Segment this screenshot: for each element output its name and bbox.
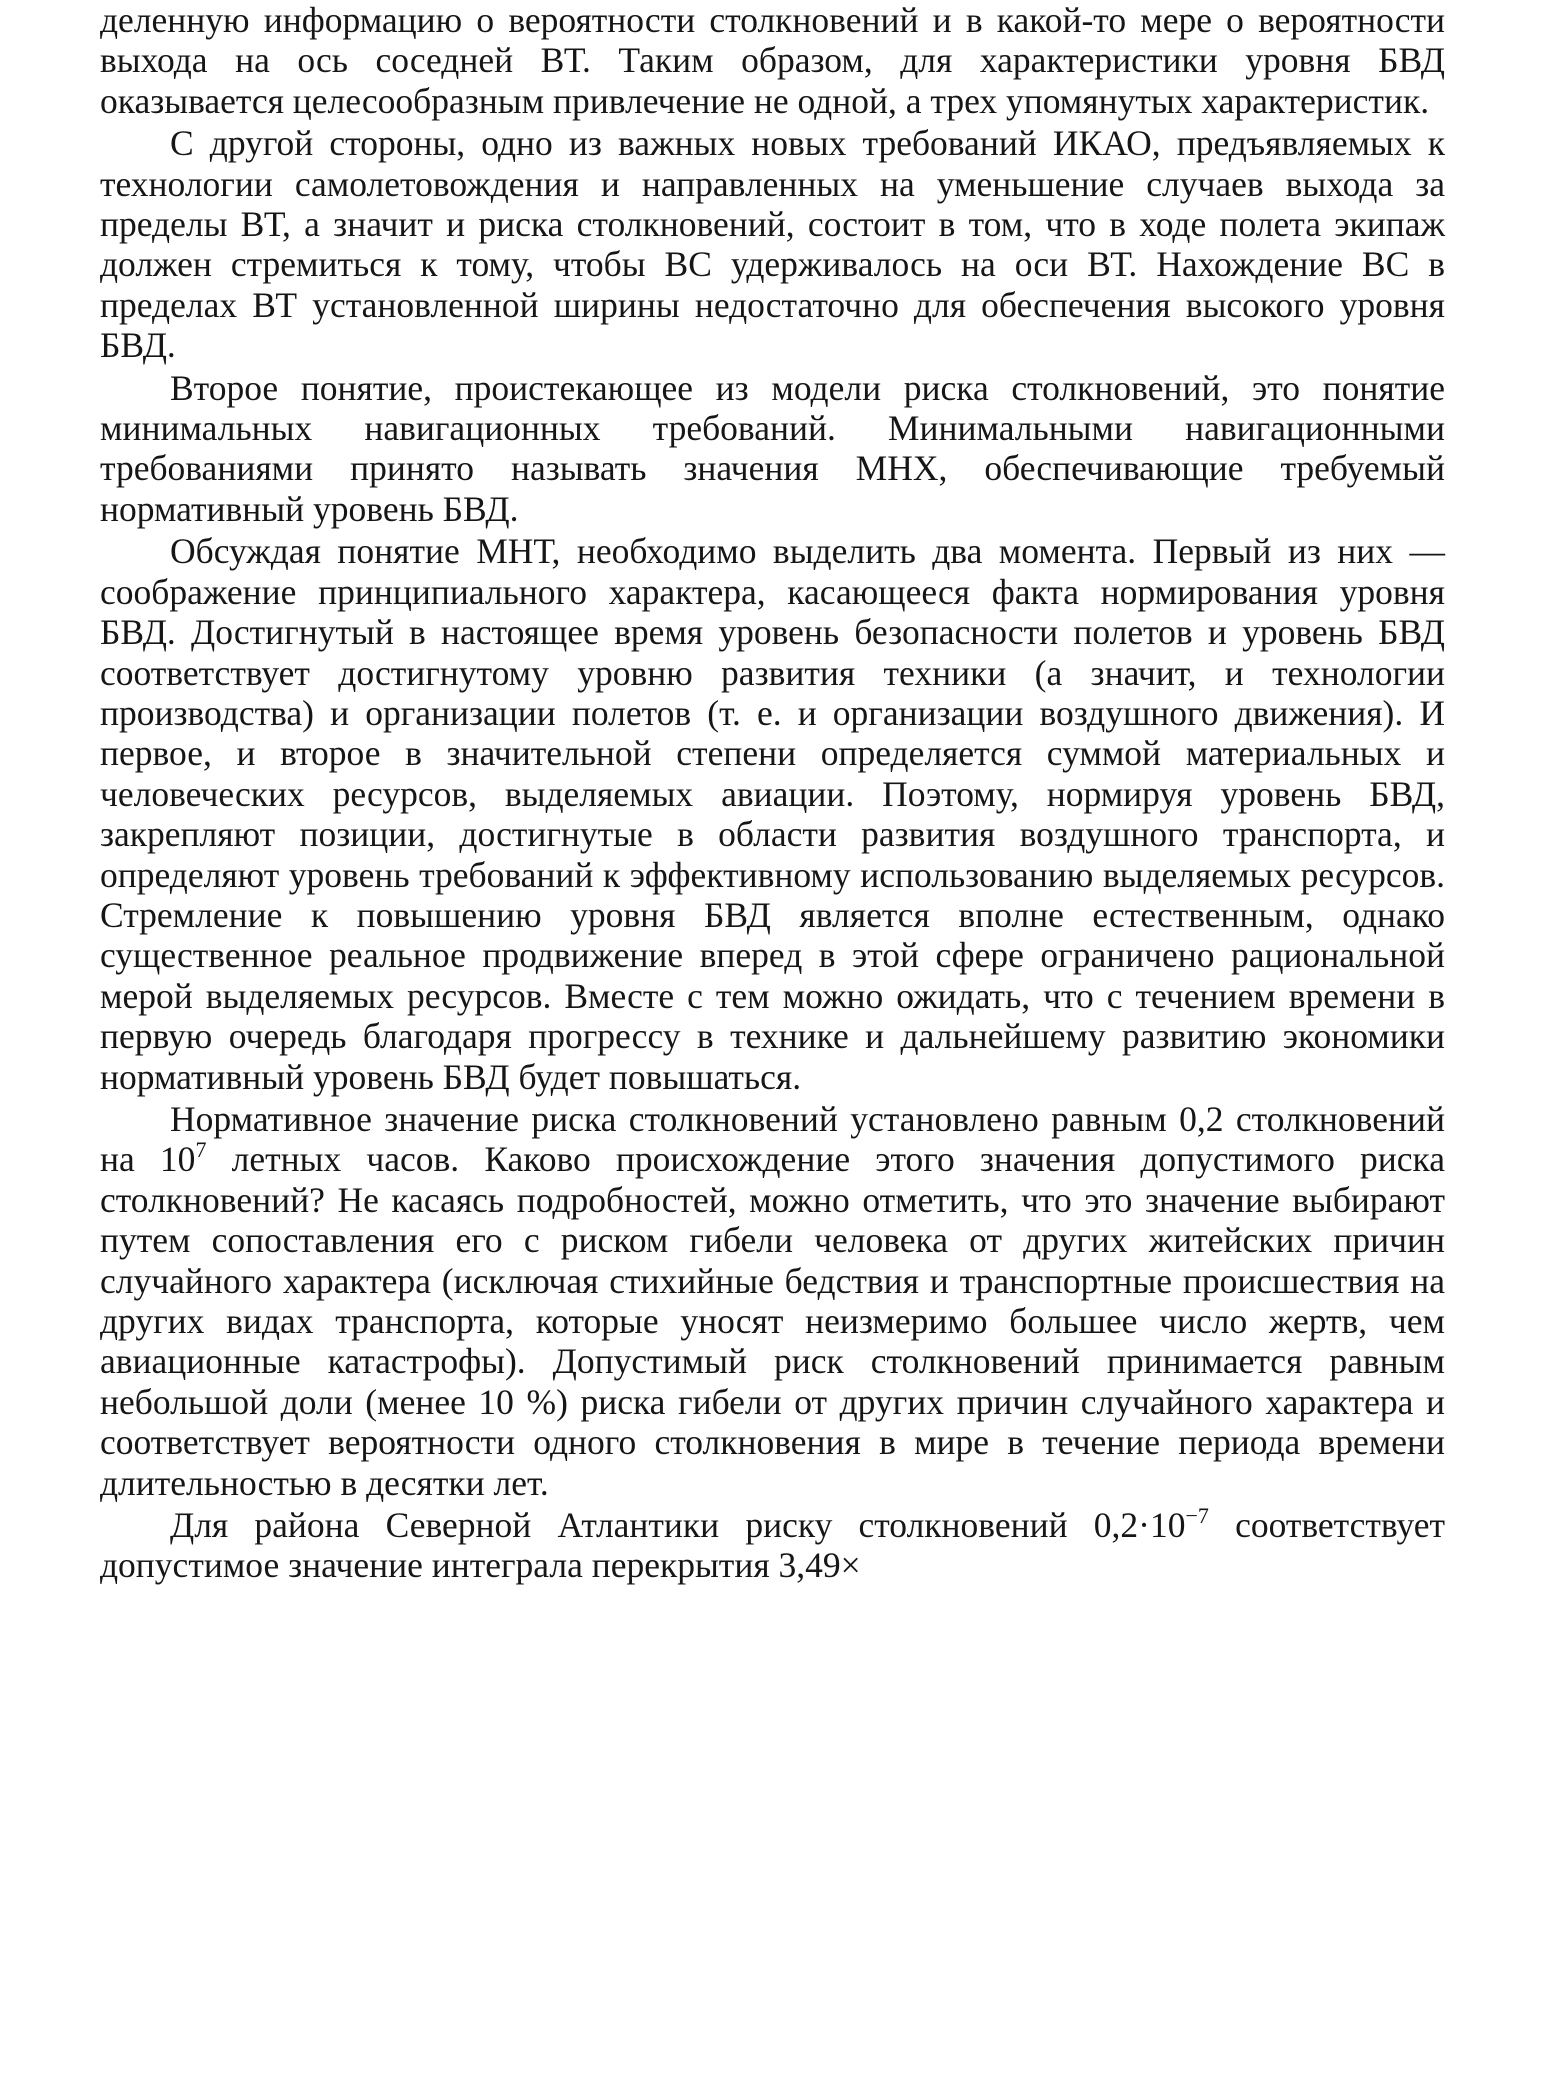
paragraph-2	[100, 123, 1445, 365]
paragraph-5-exponent: 7	[195, 1137, 207, 1163]
paragraph-5	[100, 1099, 1445, 1503]
paragraph-3-text: Второе понятие, проистекающее из модели риска столкновений, это понятие минимальных навигационных требований. Минимальными навигационными требованиями принято называть значения МНХ, обеспечивающие требуемый нормативный уровень БВД.	[100, 367, 1445, 529]
paragraph-1	[100, 0, 1445, 121]
paragraph-4	[100, 531, 1445, 1097]
paragraph-1-text: деленную информацию о вероятности столкновений и в какой-то мере о вероятности выхода на ось соседней ВТ. Таким образом, для характеристики уровня БВД оказывается целесообразным привлечение не одной, а трех упомянутых характеристик.	[100, 0, 1445, 121]
paragraph-2-text: С другой стороны, одно из важных новых требований ИКАО, предъявляемых к технологии самолетовождения и направленных на уменьшение случаев выхода за пределы ВТ, а значит и риска столкновений, состоит в том, что в ходе полета экипаж должен стремиться к тому, чтобы ВС удерживалось на оси ВТ. Нахождение ВС в пределах ВТ установленной ширины недостаточно для обеспечения высокого уровня БВД.	[100, 123, 1445, 366]
paragraph-3	[100, 368, 1445, 530]
paragraph-6-text-end: соответствует допустимое значение интеграла перекрытия 3,49×	[100, 1505, 1446, 1586]
paragraph-5-text-end: летных часов. Каково происхождение этого значения допустимого риска столкновений? Не касаясь подробностей, можно отметить, что это значение выбирают путем сопоставления его с риском гибели человека от других житейских причин случайного характера (исключая стихийные бедствия и транспортные происшествия на других видах транспорта, которые уносят неизмеримо большее число жертв, чем авиационные катастрофы). Допустимый риск столкновений принимается равным небольшой доли (менее 10 %) риска гибели от других причин случайного характера и соответствует вероятности одного столкновения в мире в течение периода времени длительностью в десятки лет.	[100, 1139, 1445, 1503]
document-page	[100, 0, 1445, 1586]
paragraph-5-text-start: Нормативное значение риска столкновений установлено равным 0,2 столкновений на 10	[100, 1098, 1445, 1180]
paragraph-6-exponent: −7	[1185, 1503, 1209, 1529]
paragraph-4-text: Обсуждая понятие МНТ, необходимо выделить два момента. Первый из них — соображение принципиального характера, касающееся факта нормирования уровня БВД. Достигнутый в настоящее время уровень безопасности полетов и уровень БВД соответствует достигнутому уровню развития техники (а значит, и технологии производства) и организации полетов (т. е. и организации воздушного движения). И первое, и второе в значительной степени определяется суммой материальных и человеческих ресурсов, выделяемых авиации. Поэтому, нормируя уровень БВД, закрепляют позиции, достигнутые в области развития воздушного транспорта, и определяют уровень требований к эффективному использованию выделяемых ресурсов. Стремление к повышению уровня БВД является вполне естественным, однако существенное реальное продвижение вперед в этой сфере ограничено рациональной мерой выделяемых ресурсов. Вместе с тем можно ожидать, что с течением времени в первую очередь благодаря прогрессу в технике и дальнейшему развитию экономики нормативный уровень БВД будет повышаться.	[100, 531, 1445, 1097]
paragraph-6-text-start: Для района Северной Атлантики риску столкновений 0,2·10	[170, 1505, 1186, 1546]
paragraph-6	[100, 1505, 1445, 1586]
